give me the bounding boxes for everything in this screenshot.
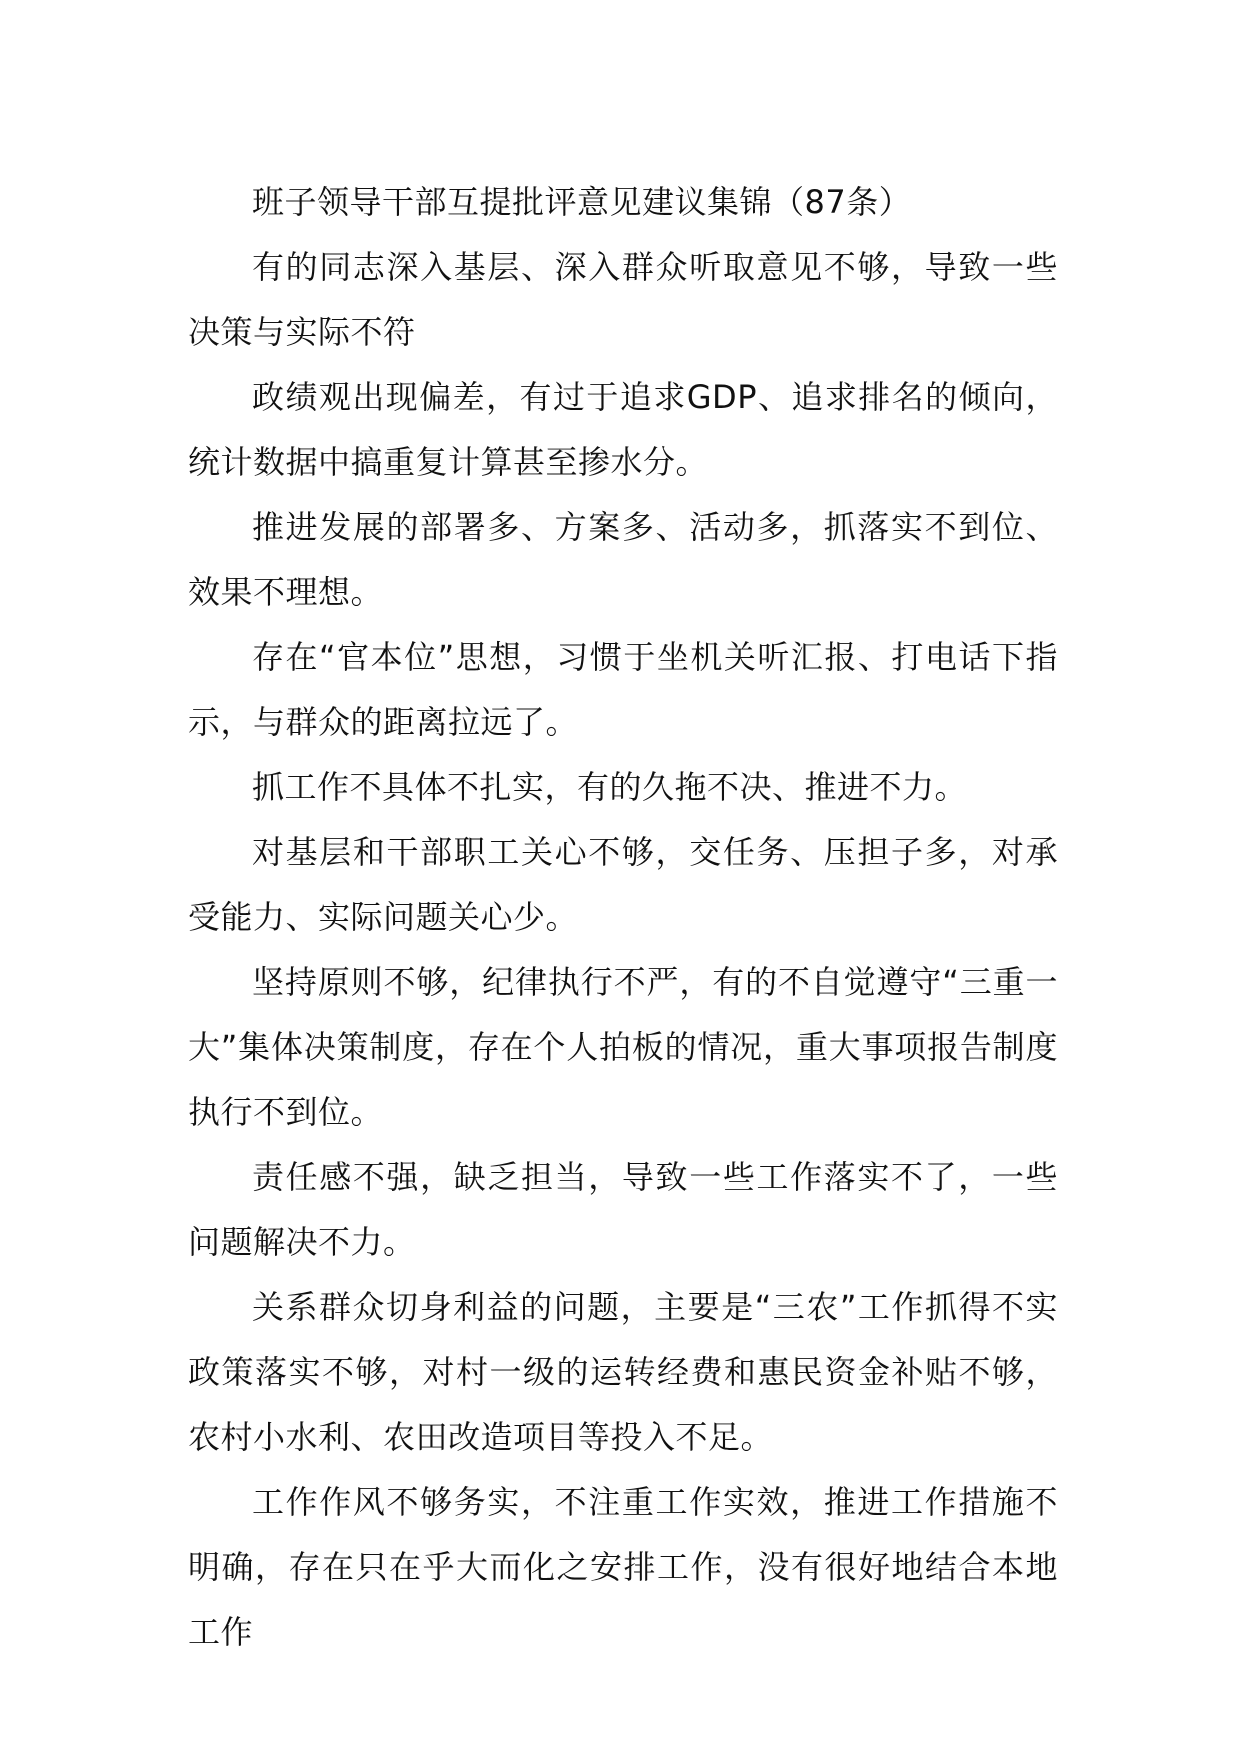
paragraph-9: 关系群众切身利益的问题，主要是“三农”工作抓得不实政策落实不够，对村一级的运转经费和惠民资金补贴不够，农村小水利、农田改造项目等投入不足。 — [188, 1288, 1058, 1456]
paragraph-6: 对基层和干部职工关心不够，交任务、压担子多，对承受能力、实际问题关心少。 — [188, 833, 1058, 936]
paragraph-3: 推进发展的部署多、方案多、活动多，抓落实不到位、效果不理想。 — [188, 508, 1058, 611]
paragraph-4: 存在“官本位”思想，习惯于坐机关听汇报、打电话下指示，与群众的距离拉远了。 — [188, 638, 1058, 741]
document-body — [188, 170, 1058, 1665]
paragraph-5: 抓工作不具体不扎实，有的久拖不决、推进不力。 — [252, 768, 968, 806]
paragraph-1: 有的同志深入基层、深入群众听取意见不够，导致一些决策与实际不符 — [188, 248, 1058, 351]
paragraph-7: 坚持原则不够，纪律执行不严，有的不自觉遵守“三重一大”集体决策制度，存在个人拍板的情况，重大事项报告制度执行不到位。 — [188, 963, 1058, 1131]
paragraph-10: 工作作风不够务实，不注重工作实效，推进工作措施不明确，存在只在乎大而化之安排工作，没有很好地结合本地工作 — [188, 1483, 1058, 1651]
paragraph-2: 政绩观出现偏差，有过于追求GDP、追求排名的倾向，统计数据中搞重复计算甚至掺水分。 — [188, 378, 1058, 481]
paragraph-8: 责任感不强，缺乏担当，导致一些工作落实不了，一些问题解决不力。 — [188, 1158, 1058, 1261]
document-title: 班子领导干部互提批评意见建议集锦（87条） — [252, 183, 912, 221]
